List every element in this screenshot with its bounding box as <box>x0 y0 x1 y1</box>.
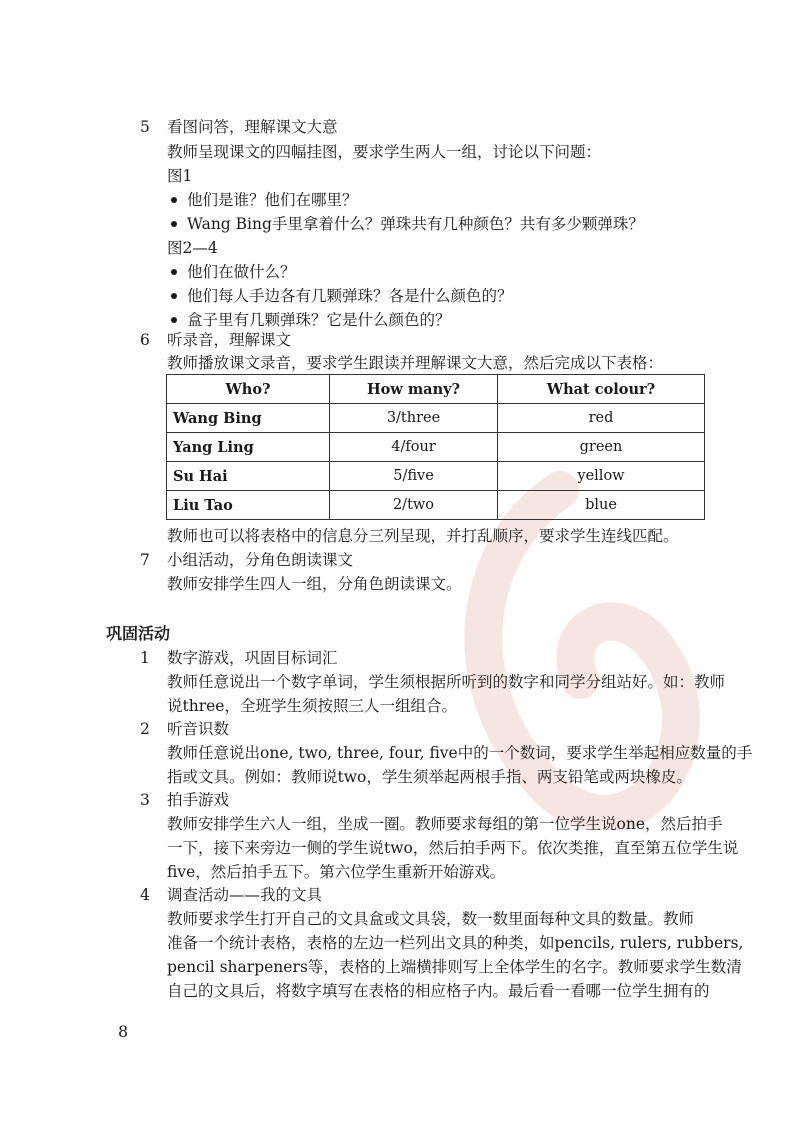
paragraph: 教师要求学生打开自己的文具盒或文具袋，数一数里面每种文具的数量。教师 <box>167 910 695 928</box>
item-number: 6 <box>140 331 150 349</box>
paragraph: 教师播放课文录音，要求学生跟读并理解课文大意，然后完成以下表格： <box>167 354 664 372</box>
item-number: 5 <box>140 118 150 136</box>
question: 盒子里有几颗弹珠？它是什么颜色的？ <box>187 311 451 329</box>
paragraph: 教师安排学生六人一组，坐成一圈。教师要求每组的第一位学生说one，然后拍手 <box>167 815 723 833</box>
table-header-row <box>167 375 705 404</box>
column-header: How many? <box>330 375 498 404</box>
paragraph: 教师安排学生四人一组，分角色朗读课文。 <box>167 575 462 593</box>
table-row <box>167 462 705 491</box>
item-number: 4 <box>140 886 150 904</box>
table-cell: Su Hai <box>167 462 330 491</box>
question: 他们在做什么？ <box>187 263 296 281</box>
item-title: 听音识数 <box>167 720 230 738</box>
table-row <box>167 404 705 433</box>
table-cell: Yang Ling <box>167 433 330 462</box>
table-cell: 4/four <box>330 433 498 462</box>
paragraph: 教师任意说出一个数字单词，学生须根据所听到的数字和同学分组站好。如：教师 <box>167 673 726 691</box>
bullet-icon <box>171 317 177 323</box>
paragraph: 说three，全班学生须按照三人一组组合。 <box>167 697 457 715</box>
table-cell: red <box>498 404 705 433</box>
table-cell: 2/two <box>330 491 498 520</box>
table-cell: 3/three <box>330 404 498 433</box>
item-title: 数字游戏，巩固目标词汇 <box>167 649 338 667</box>
table-cell: green <box>498 433 705 462</box>
table-row <box>167 491 705 520</box>
question: Wang Bing手里拿着什么？弹珠共有几种颜色？共有多少颗弹珠？ <box>187 215 644 233</box>
table-cell: Wang Bing <box>167 404 330 433</box>
figure-label: 图1 <box>167 167 193 185</box>
question: 他们是谁？他们在哪里？ <box>187 191 358 209</box>
bullet-icon <box>171 221 177 227</box>
paragraph: 教师也可以将表格中的信息分三列呈现，并打乱顺序，要求学生连线匹配。 <box>167 527 679 545</box>
page-number: 8 <box>118 1022 129 1041</box>
table-row <box>167 433 705 462</box>
item-title: 看图问答，理解课文大意 <box>167 118 338 136</box>
figure-label: 图2—4 <box>167 239 218 257</box>
paragraph: pencil sharpeners等，表格的上端横排则写上全体学生的名字。教师要求学生数清 <box>167 958 742 976</box>
table-cell: blue <box>498 491 705 520</box>
paragraph: 自己的文具后，将数字填写在表格的相应格子内。最后看一看哪一位学生拥有的 <box>167 982 710 1000</box>
paragraph: 准备一个统计表格，表格的左边一栏列出文具的种类，如pencils, rulers, rubbers, <box>167 934 744 952</box>
item-title: 拍手游戏 <box>167 791 230 809</box>
item-title: 听录音，理解课文 <box>167 331 292 349</box>
item-number: 1 <box>140 649 150 667</box>
question: 他们每人手边各有几颗弹珠？各是什么颜色的？ <box>187 287 513 305</box>
table-cell: Liu Tao <box>167 491 330 520</box>
table-cell: yellow <box>498 462 705 491</box>
column-header: Who? <box>167 375 330 404</box>
column-header: What colour? <box>498 375 705 404</box>
paragraph: 一下，接下来旁边一侧的学生说two，然后拍手两下。依次类推，直至第五位学生说 <box>167 839 739 857</box>
item-number: 7 <box>140 551 150 569</box>
table-cell: 5/five <box>330 462 498 491</box>
paragraph: five，然后拍手五下。第六位学生重新开始游戏。 <box>167 863 506 881</box>
paragraph: 教师任意说出one, two, three, four, five中的一个数词，要求学生举起相应数量的手 <box>167 744 753 762</box>
paragraph: 教师呈现课文的四幅挂图，要求学生两人一组，讨论以下问题： <box>167 143 602 161</box>
section-heading: 巩固活动 <box>106 624 171 643</box>
item-number: 2 <box>140 720 150 738</box>
item-number: 3 <box>140 791 150 809</box>
item-title: 调查活动——我的文具 <box>167 886 323 904</box>
info-table <box>166 374 705 520</box>
item-title: 小组活动，分角色朗读课文 <box>167 551 354 569</box>
bullet-icon <box>171 293 177 299</box>
paragraph: 指或文具。例如：教师说two，学生须举起两根手指、两支铅笔或两块橡皮。 <box>167 768 692 786</box>
bullet-icon <box>171 269 177 275</box>
bullet-icon <box>171 197 177 203</box>
